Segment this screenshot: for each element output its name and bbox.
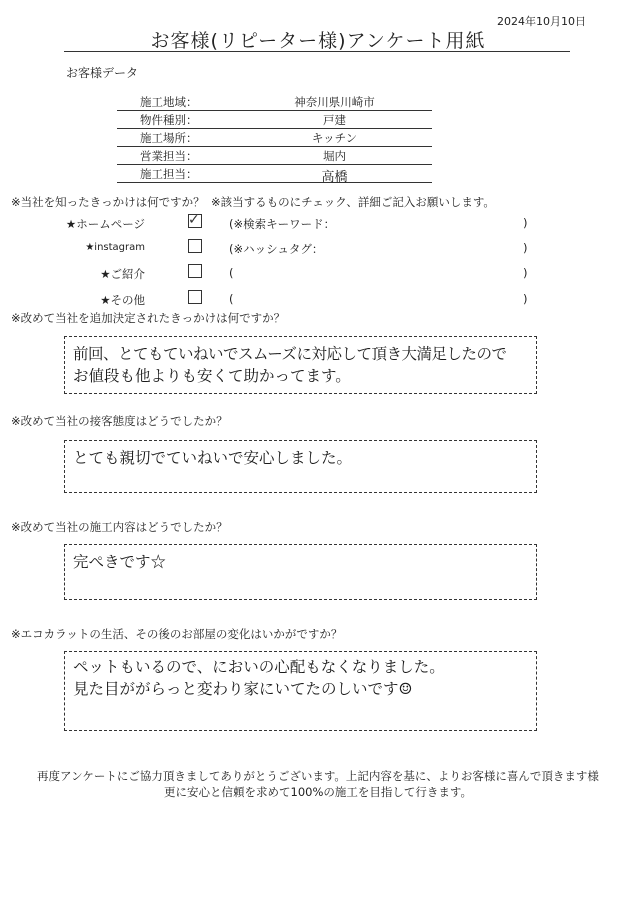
option-checkbox[interactable]	[188, 290, 202, 304]
customer-data-label: お客様データ	[66, 66, 139, 80]
answer-box-customer-service	[64, 440, 537, 493]
row-value: キッチン	[311, 131, 358, 145]
row-label: 施工担当：	[140, 167, 198, 181]
question-reorder-reason: ※改めて当社を追加決定されたきっかけは何ですか？	[11, 311, 286, 325]
answer-box-room-change	[64, 651, 537, 731]
option-detail: (	[229, 292, 234, 306]
option-detail: (※検索キーワード：	[229, 217, 336, 231]
customer-row-location	[117, 129, 432, 147]
row-label: 物件種別：	[140, 113, 198, 127]
source-instruction: ※該当するものにチェック、詳細ご記入お願いします。	[211, 195, 495, 209]
option-label: ★ご紹介	[100, 267, 145, 281]
answer-line: とても親切でていねいで安心しました。	[73, 449, 353, 467]
row-value: 堀内	[323, 149, 346, 163]
source-option-homepage	[0, 214, 636, 234]
row-label: 施工地域：	[140, 95, 198, 109]
answer-box-reorder-reason	[64, 336, 537, 394]
answer-line: ペットもいるので、においの心配もなくなりました。	[73, 658, 445, 676]
question-source: ※当社を知ったきっかけは何ですか？	[11, 195, 205, 209]
survey-date: 2024年10月10日	[497, 15, 586, 28]
customer-row-sales-rep	[117, 147, 432, 165]
customer-row-property-type	[117, 111, 432, 129]
closing-message-line-1: 再度アンケートにご協力頂きましてありがとうございます。上記内容を基に、よりお客様に喜んで頂きます様	[37, 769, 599, 783]
question-room-change: ※エコカラットの生活、その後のお部屋の変化はいかがですか？	[11, 627, 343, 641]
question-customer-service: ※改めて当社の接客態度はどうでしたか？	[11, 414, 228, 428]
answer-box-work-quality	[64, 544, 537, 600]
source-option-referral	[0, 264, 636, 284]
row-value-handwritten: 高橋	[321, 170, 348, 185]
closing-message-line-2: 更に安心と信頼を求めて100%の施工を目指して行きます。	[164, 785, 472, 799]
option-checkbox[interactable]	[188, 264, 202, 278]
source-option-other	[0, 290, 636, 310]
row-value: 神奈川県川崎市	[294, 95, 375, 109]
row-label: 営業担当：	[140, 149, 198, 163]
option-close: )	[523, 216, 528, 230]
option-label: ★instagram	[85, 242, 145, 253]
row-label: 施工場所：	[140, 131, 198, 145]
page-title: お客様(リピーター様)アンケート用紙	[150, 30, 486, 52]
customer-row-area	[117, 93, 432, 111]
check-mark-icon: ✓	[188, 212, 200, 228]
answer-line: 完ぺきです☆	[73, 553, 167, 571]
option-detail: (※ハッシュタグ：	[229, 242, 324, 256]
answer-line: 前回、とてもていねいでスムーズに対応して頂き大満足したので	[73, 345, 507, 363]
option-label: ★その他	[100, 293, 145, 307]
row-value: 戸建	[323, 113, 346, 127]
customer-row-installer	[117, 165, 432, 183]
question-work-quality: ※改めて当社の施工内容はどうでしたか？	[11, 520, 228, 534]
option-detail: (	[229, 266, 234, 280]
title-underline	[64, 51, 570, 52]
option-close: )	[523, 266, 528, 280]
option-checkbox[interactable]	[188, 239, 202, 253]
option-close: )	[523, 241, 528, 255]
option-close: )	[523, 292, 528, 306]
answer-line: 見た目ががらっと変わり家にいてたのしいです☺	[73, 680, 413, 698]
answer-line: お値段も他よりも安くて助かってます。	[73, 367, 351, 385]
source-option-instagram	[0, 239, 636, 259]
option-label: ★ホームページ	[65, 217, 145, 231]
